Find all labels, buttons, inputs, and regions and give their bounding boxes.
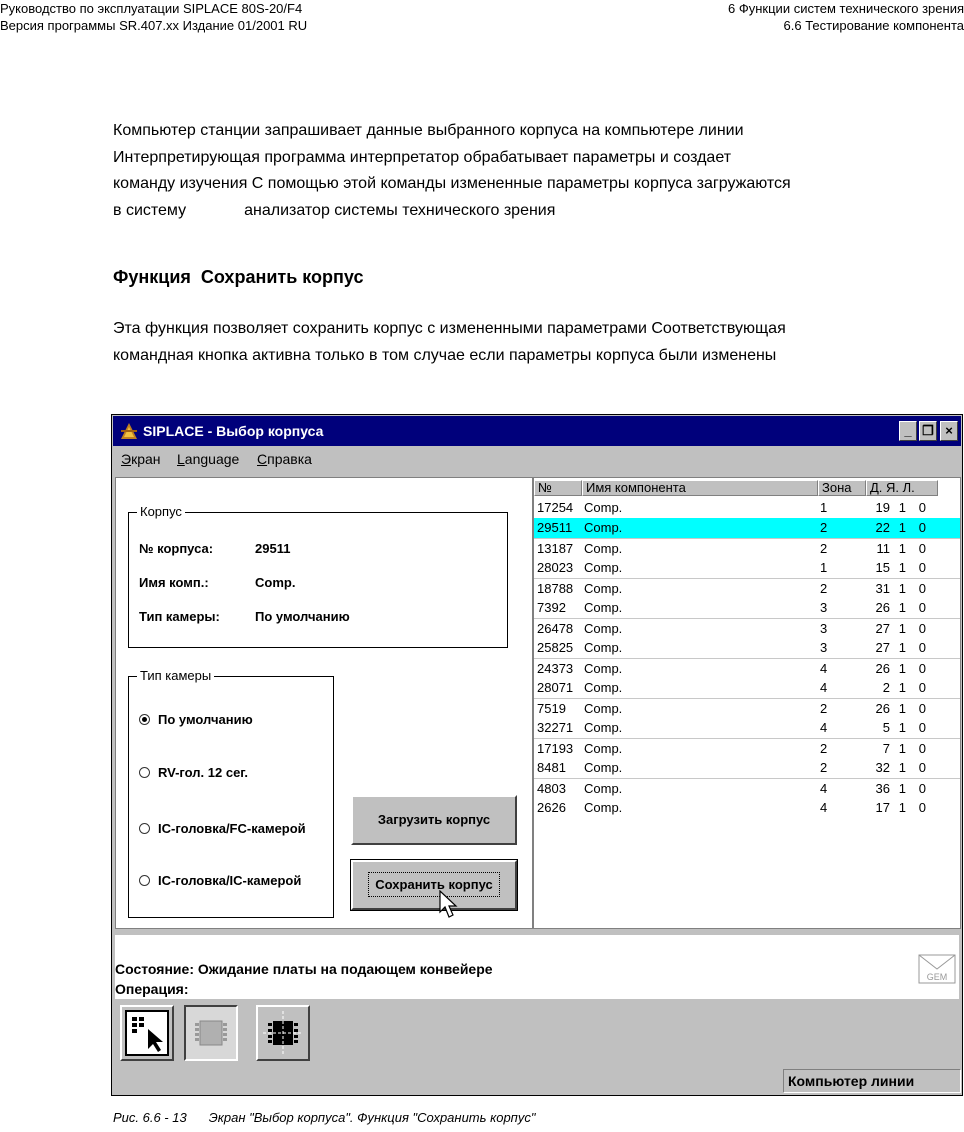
table-row[interactable]	[534, 498, 961, 518]
case-legend: Корпус	[137, 504, 185, 519]
radio-empty-icon	[139, 767, 150, 778]
cell-zone: 4	[820, 720, 828, 735]
figure-number: Рис. 6.6 - 13	[113, 1110, 187, 1125]
intro-line	[113, 198, 963, 225]
cell-ya: 1	[898, 600, 906, 615]
component-list[interactable]	[533, 477, 961, 929]
menu-bar	[113, 446, 961, 470]
cell-ya: 1	[898, 541, 906, 556]
case-groupbox	[128, 504, 508, 648]
camera-type-label: Тип камеры:	[139, 609, 220, 624]
manual-title: Руководство по эксплуатации SIPLACE 80S-20/F4	[0, 1, 303, 16]
radio-ic-fc[interactable]	[139, 821, 331, 836]
cell-zone: 3	[820, 640, 828, 655]
radio-label: IC-головка/FC-камерой	[158, 821, 306, 836]
cell-d: 19	[875, 500, 890, 515]
cell-zone: 2	[820, 701, 828, 716]
col-header-name[interactable]: Имя компонента	[582, 480, 818, 496]
cell-name: Comp.	[584, 500, 623, 515]
status-panel	[115, 935, 959, 999]
cell-d: 17	[875, 800, 890, 815]
chip-icon	[186, 1007, 236, 1059]
table-row[interactable]	[534, 538, 961, 559]
cell-zone: 4	[820, 680, 828, 695]
cell-zone: 3	[820, 600, 828, 615]
ic-target-icon	[258, 1007, 308, 1059]
mouse-cursor-icon	[438, 890, 460, 920]
cell-d: 26	[875, 600, 890, 615]
select-cursor-icon	[122, 1007, 172, 1059]
cell-l: 0	[918, 600, 926, 615]
statusbar-line-computer: Компьютер линии	[783, 1069, 961, 1093]
cell-d: 26	[875, 701, 890, 716]
function-text-line: Эта функция позволяет сохранить корпус с измененными параметрами Соответствующая	[113, 320, 786, 337]
cell-number: 7519	[537, 701, 566, 716]
cell-ya: 1	[898, 680, 906, 695]
radio-empty-icon	[139, 875, 150, 886]
cell-name: Comp.	[584, 560, 623, 575]
table-row[interactable]	[534, 798, 961, 818]
cell-l: 0	[918, 640, 926, 655]
section-title: 6.6 Тестирование компонента	[783, 18, 964, 33]
cell-name: Comp.	[584, 741, 623, 756]
cell-name: Comp.	[584, 800, 623, 815]
menu-language[interactable]: Language	[177, 451, 240, 467]
app-window	[111, 414, 963, 1096]
component-tool-button[interactable]	[184, 1005, 238, 1061]
cell-zone: 2	[820, 520, 828, 535]
save-case-button[interactable]	[351, 860, 517, 910]
intro-line: команду изучения С помощью этой команды измененные параметры корпуса загружаются	[113, 175, 791, 193]
gem-label: GEM	[926, 972, 948, 982]
cell-name: Comp.	[584, 781, 623, 796]
radio-label: RV-гол. 12 сег.	[158, 765, 249, 780]
doc-header-right	[728, 0, 964, 34]
manual-version: Версия программы SR.407.xx Издание 01/2001 RU	[0, 18, 308, 33]
table-row[interactable]	[534, 658, 961, 679]
gem-mail-icon[interactable]	[917, 949, 957, 987]
table-row[interactable]	[534, 638, 961, 658]
radio-empty-icon	[139, 823, 150, 834]
cell-number: 7392	[537, 600, 566, 615]
cell-name: Comp.	[584, 621, 623, 636]
cell-zone: 2	[820, 760, 828, 775]
chapter-title: 6 Функции систем технического зрения	[728, 1, 964, 16]
left-panel	[115, 477, 533, 929]
radio-rv-head[interactable]	[139, 765, 248, 780]
cell-number: 28023	[537, 560, 574, 575]
case-number-value: 29511	[255, 541, 291, 556]
table-row[interactable]	[534, 678, 961, 698]
cell-d: 32	[875, 760, 890, 775]
cell-number: 4803	[537, 781, 566, 796]
table-row[interactable]	[534, 578, 961, 599]
cell-name: Comp.	[584, 661, 623, 676]
close-button[interactable]: ×	[940, 421, 958, 441]
load-case-button[interactable]: Загрузить корпус	[351, 795, 517, 845]
cell-ya: 1	[898, 781, 906, 796]
component-name-value: Comp.	[255, 575, 296, 590]
table-row[interactable]	[534, 758, 961, 778]
radio-selected-icon	[139, 714, 150, 725]
save-case-label: Сохранить корпус	[368, 872, 499, 897]
ic-tool-button[interactable]	[256, 1005, 310, 1061]
intro-paragraph	[113, 118, 963, 225]
menu-screen[interactable]: Экран	[121, 451, 161, 467]
radio-label: По умолчанию	[158, 712, 253, 727]
figure-text: Экран "Выбор корпуса". Функция "Сохранить корпус"	[208, 1110, 536, 1125]
radio-label: IC-головка/IC-камерой	[158, 873, 302, 888]
cell-number: 25825	[537, 640, 574, 655]
cell-name: Comp.	[584, 760, 623, 775]
cell-d: 36	[875, 781, 890, 796]
radio-default[interactable]	[139, 712, 253, 727]
cell-name: Comp.	[584, 640, 623, 655]
cell-l: 0	[918, 781, 926, 796]
cell-zone: 2	[820, 541, 828, 556]
cell-number: 28071	[537, 680, 574, 695]
function-text-line: командная кнопка активна только в том случае если параметры корпуса были изменены	[113, 346, 777, 364]
case-number-label: № корпуса:	[139, 541, 214, 556]
cell-l: 0	[918, 621, 926, 636]
cell-d: 5	[882, 720, 890, 735]
cell-l: 0	[918, 701, 926, 716]
cell-number: 17193	[537, 741, 574, 756]
cell-zone: 1	[820, 560, 828, 575]
cell-ya: 1	[898, 661, 906, 676]
cell-number: 13187	[537, 541, 574, 556]
cell-zone: 4	[820, 800, 828, 815]
state-line	[115, 961, 493, 977]
cell-zone: 1	[820, 500, 828, 515]
cell-zone: 4	[820, 661, 828, 676]
minimize-button[interactable]: _	[899, 421, 917, 441]
cell-d: 27	[875, 640, 890, 655]
col-header-zone[interactable]: Зона	[818, 480, 866, 496]
intro-line: Компьютер станции запрашивает данные выбранного корпуса на компьютере линии	[113, 122, 744, 139]
cell-zone: 2	[820, 581, 828, 596]
cell-d: 26	[875, 661, 890, 676]
cell-l: 0	[918, 520, 926, 535]
table-row[interactable]	[534, 618, 961, 639]
table-row[interactable]	[534, 738, 961, 759]
restore-button[interactable]: ❐	[919, 421, 937, 441]
cell-zone: 4	[820, 781, 828, 796]
cell-ya: 1	[898, 640, 906, 655]
function-heading	[113, 267, 363, 288]
component-name-label: Имя комп.:	[139, 575, 209, 590]
cell-l: 0	[918, 560, 926, 575]
cell-number: 24373	[537, 661, 574, 676]
cell-d: 2	[882, 680, 890, 695]
cell-name: Comp.	[584, 680, 623, 695]
cell-l: 0	[918, 720, 926, 735]
title-bar[interactable]	[113, 416, 961, 446]
cell-number: 29511	[537, 520, 573, 535]
cell-ya: 1	[898, 741, 906, 756]
cell-ya: 1	[898, 800, 906, 815]
col-header-dyl[interactable]: Д. Я. Л.	[866, 480, 938, 496]
cell-d: 27	[875, 621, 890, 636]
menu-help[interactable]: Справка	[257, 451, 312, 467]
cell-ya: 1	[898, 581, 906, 596]
state-label: Состояние:	[115, 961, 194, 977]
cell-number: 32271	[537, 720, 574, 735]
table-row[interactable]	[534, 558, 961, 578]
intro-fragment: анализатор системы технического зрения	[244, 202, 556, 220]
cell-ya: 1	[898, 560, 906, 575]
figure-caption	[113, 1110, 535, 1125]
cell-d: 22	[875, 520, 890, 535]
radio-ic-ic[interactable]	[139, 873, 301, 888]
intro-line: Интерпретирующая программа интерпретатор обрабатывает параметры и создает	[113, 148, 732, 166]
doc-header-left	[0, 0, 307, 34]
cell-ya: 1	[898, 760, 906, 775]
table-row[interactable]	[534, 718, 961, 738]
select-tool-button[interactable]	[120, 1005, 174, 1061]
cell-d: 7	[882, 741, 890, 756]
function-name: Сохранить корпус	[200, 267, 364, 287]
cell-l: 0	[918, 760, 926, 775]
cell-name: Comp.	[584, 720, 623, 735]
cell-d: 15	[875, 560, 890, 575]
function-paragraph	[113, 316, 963, 369]
cell-l: 0	[918, 741, 926, 756]
cell-name: Comp.	[584, 520, 623, 535]
cell-zone: 2	[820, 741, 828, 756]
table-row[interactable]	[534, 698, 961, 719]
table-row[interactable]	[534, 778, 961, 799]
cell-number: 8481	[537, 760, 566, 775]
cell-name: Comp.	[584, 600, 623, 615]
operation-label: Операция:	[115, 981, 189, 997]
cell-ya: 1	[898, 621, 906, 636]
cell-zone: 3	[820, 621, 828, 636]
cell-ya: 1	[898, 701, 906, 716]
camera-type-groupbox	[128, 668, 334, 918]
siplace-logo-icon	[119, 421, 139, 441]
cell-ya: 1	[898, 720, 906, 735]
table-row[interactable]	[534, 518, 961, 538]
camera-type-value: По умолчанию	[255, 609, 350, 624]
cell-l: 0	[918, 541, 926, 556]
cell-number: 26478	[537, 621, 574, 636]
cell-l: 0	[918, 800, 926, 815]
cell-l: 0	[918, 500, 926, 515]
cell-number: 2626	[537, 800, 566, 815]
state-value: Ожидание платы на подающем конвейере	[197, 961, 493, 977]
function-label: Функция	[113, 267, 191, 287]
cell-name: Comp.	[584, 541, 623, 556]
cell-l: 0	[918, 581, 926, 596]
cell-ya: 1	[898, 500, 906, 515]
cell-name: Comp.	[584, 581, 623, 596]
cell-ya: 1	[898, 520, 906, 535]
intro-fragment: в систему	[113, 202, 187, 220]
camera-type-legend: Тип камеры	[137, 668, 214, 683]
cell-l: 0	[918, 661, 926, 676]
cell-d: 11	[876, 541, 890, 556]
table-row[interactable]	[534, 598, 961, 618]
cell-l: 0	[918, 680, 926, 695]
col-header-number[interactable]: №	[534, 480, 582, 496]
window-title: SIPLACE - Выбор корпуса	[143, 423, 324, 439]
cell-d: 31	[875, 581, 890, 596]
cell-number: 17254	[537, 500, 574, 515]
cell-name: Comp.	[584, 701, 623, 716]
cell-number: 18788	[537, 581, 574, 596]
